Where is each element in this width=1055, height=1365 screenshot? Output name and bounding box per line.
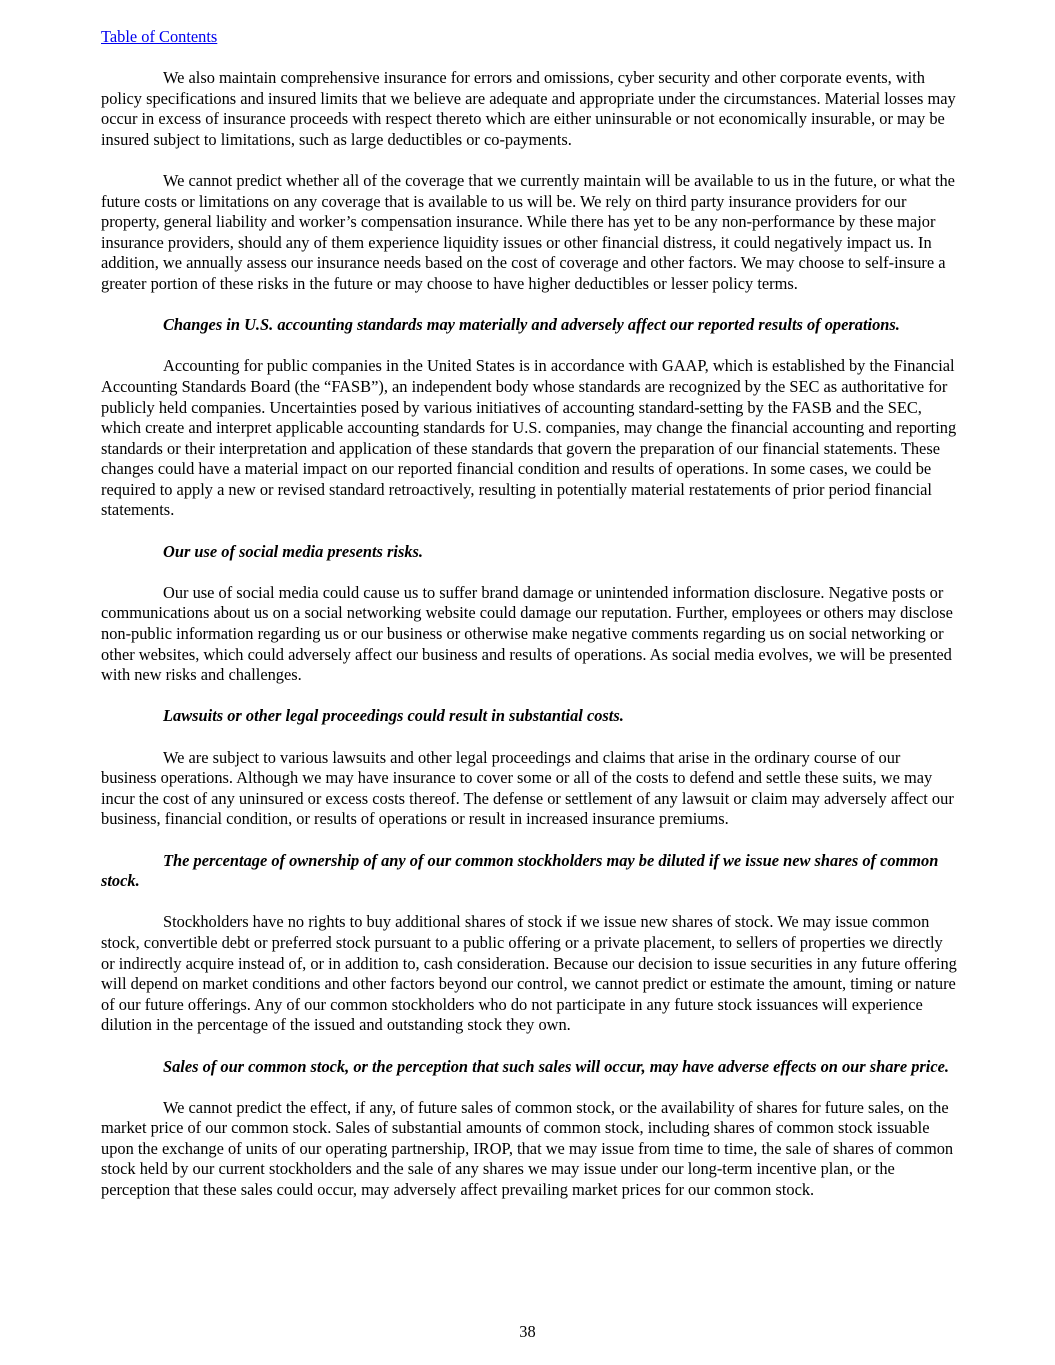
document-page xyxy=(101,26,957,1221)
paragraph-social-media: Our use of social media could cause us to suffer brand damage or unintended information disclosure. Negative posts or communications about us on a social networking website could damage our reputation. Further, employees or others may disclose non-public information regarding us or our business or otherwise make negative comments regarding us on social networking or other websites, which could adversely affect our business and results of operations. As social media evolves, we will be presented with new risks and challenges. xyxy=(101,582,953,685)
heading-social-media: Our use of social media presents risks. xyxy=(163,541,423,561)
heading-lawsuits: Lawsuits or other legal proceedings could result in substantial costs. xyxy=(163,706,624,726)
paragraph-stock-sales: We cannot predict the effect, if any, of future sales of common stock, or the availability of shares for future sales, on the market price of our common stock. Sales of substantial amounts of common stock, including shares of common stock issuable upon the exchange of units of our operating partnership, IROP, that we may issue from time to time, the sale of shares of common stock held by our current stockholders and the sale of any shares we may issue under our long-term incentive plan, or the perception that these sales could occur, may adversely affect prevailing market prices for our common stock. xyxy=(101,1097,954,1200)
paragraph-dilution: Stockholders have no rights to buy additional shares of stock if we issue new shares of stock. We may issue common stock, convertible debt or preferred stock pursuant to a public offering or a private placement, to sellers of properties we directly or indirectly acquire instead of, or in addition to, cash consideration. Because our decision to issue securities in any future offering will depend on market conditions and other factors beyond our control, we cannot predict or estimate the amount, timing or nature of our future offerings. Any of our common stockholders who do not participate in any future stock issuances will experience dilution in the percentage of the issued and outstanding stock they own. xyxy=(101,912,957,1035)
paragraph-insurance-coverage: We also maintain comprehensive insurance for errors and omissions, cyber security and other corporate events, with policy specifications and insured limits that we believe are adequate and appropriate under the circumstances. Material losses may occur in excess of insurance proceeds with respect thereto which are either uninsurable or not economically insurable, or may be insured subject to limitations, such as large deductibles or co-payments. xyxy=(101,68,956,149)
paragraph-lawsuits: We are subject to various lawsuits and other legal proceedings and claims that arise in the ordinary course of our business operations. Although we may have insurance to cover some or all of the costs to defend and settle these suits, we may incur the cost of any uninsured or excess costs thereof. The defense or settlement of any lawsuit or claim may adversely affect our business, financial condition, or results of operations or result in increased insurance premiums. xyxy=(101,747,954,829)
heading-accounting-standards: Changes in U.S. accounting standards may materially and adversely affect our reported results of operations. xyxy=(163,315,900,335)
table-of-contents-link[interactable]: Table of Contents xyxy=(101,27,218,46)
paragraph-insurance-future: We cannot predict whether all of the coverage that we currently maintain will be available to us in the future, or what the future costs or limitations on any coverage that is available to us will be. We rely on third party insurance providers for our property, general liability and worker’s compensation insurance. While there has yet to be any non-performance by these major insurance providers, should any of them experience liquidity issues or other financial distress, it could negatively impact us. In addition, we annually assess our insurance needs based on the cost of coverage and other factors. We may choose to self-insure a greater portion of these risks in the future or may choose to have higher deductibles or lesser policy terms. xyxy=(101,170,955,293)
heading-stock-sales: Sales of our common stock, or the perception that such sales will occur, may have adverse effects on our share price. xyxy=(163,1056,949,1076)
heading-dilution: The percentage of ownership of any of our common stockholders may be diluted if we issue new shares of common stock. xyxy=(101,850,939,891)
paragraph-accounting-standards: Accounting for public companies in the United States is in accordance with GAAP, which is established by the Financial Accounting Standards Board (the “FASB”), an independent body whose standards are recognized by the SEC as authoritative for publicly held companies. Uncertainties posed by various initiatives of accounting standard-setting by the FASB and the SEC, which create and interpret applicable accounting standards for U.S. companies, may change the financial accounting and reporting standards or their interpretation and application of these standards that govern the preparation of our financial statements. These changes could have a material impact on our reported financial condition and results of operations. In some cases, we could be required to apply a new or revised standard retroactively, resulting in potentially material restatements of prior period financial statements. xyxy=(101,356,957,520)
page-number: 38 xyxy=(519,1322,536,1341)
